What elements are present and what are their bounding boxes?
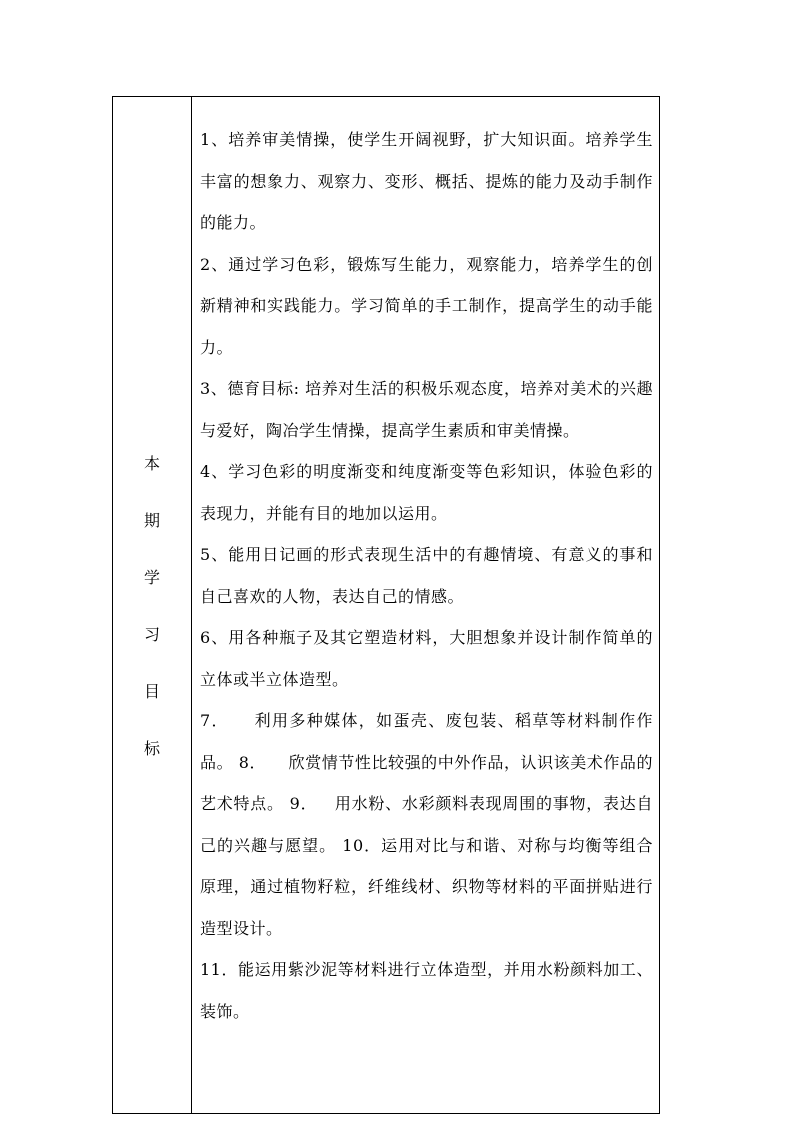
goal-item: 11．能运用紫沙泥等材料进行立体造型，并用水粉颜料加工、装饰。	[200, 960, 653, 1021]
goal-item: 2、通过学习色彩，锻炼写生能力，观察能力，培养学生的创新精神和实践能力。学习简单的手工制作，提高学生的动手能力。	[200, 254, 653, 357]
goals-content-cell	[192, 97, 659, 1113]
row-label	[113, 454, 191, 796]
goal-item: 3、德育目标: 培养对生活的积极乐观态度，培养对美术的兴趣与爱好，陶冶学生情操，提高学生素质和审美情操。	[200, 379, 653, 440]
row-label-char: 期	[143, 511, 160, 530]
row-label-char: 本	[143, 454, 160, 473]
goal-item: 7． 利用多种媒体，如蛋壳、废包装、稻草等材料制作作品。 8． 欣赏情节性比较强的中外作品，认识该美术作品的艺术特点。 9． 用水粉、水彩颜料表现周围的事物，表达自己的兴趣与愿望。 10．运用对比与和谐、对称与均衡等组合原理，通过植物籽粒，纤维线材、织物等材料的平面拼贴进行造型设计。	[200, 711, 653, 938]
row-label-char: 习	[143, 625, 160, 644]
goal-item: 1、培养审美情操，使学生开阔视野，扩大知识面。培养学生丰富的想象力、观察力、变形、概括、提炼的能力及动手制作的能力。	[200, 130, 653, 232]
goal-item: 5、能用日记画的形式表现生活中的有趣情境、有意义的事和自己喜欢的人物，表达自己的情感。	[200, 545, 653, 606]
goal-item: 4、学习色彩的明度渐变和纯度渐变等色彩知识，体验色彩的表现力，并能有目的地加以运用。	[200, 462, 653, 523]
row-label-char: 标	[143, 739, 160, 758]
row-label-cell	[113, 97, 192, 1113]
row-label-char: 学	[143, 568, 160, 587]
goal-item: 6、用各种瓶子及其它塑造材料，大胆想象并设计制作简单的立体或半立体造型。	[200, 628, 653, 689]
row-label-char: 目	[143, 682, 160, 701]
goals-list	[200, 119, 653, 1032]
learning-goals-table	[112, 96, 660, 1114]
